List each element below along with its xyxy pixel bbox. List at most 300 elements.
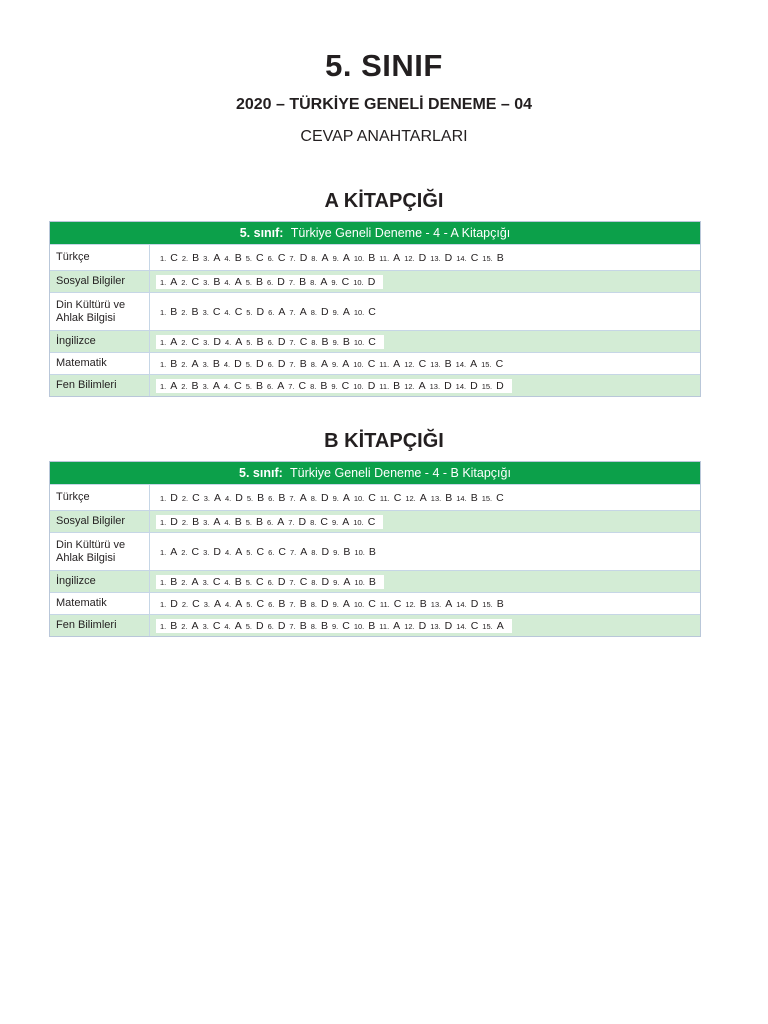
question-number: 7. [288, 381, 295, 391]
question-number: 8. [310, 277, 317, 287]
question-number: 3. [203, 547, 210, 557]
answer-item [203, 306, 221, 318]
question-number: 6. [266, 517, 274, 527]
question-number: 11. [379, 381, 390, 391]
answer-letter: C [393, 597, 402, 610]
answer-letter: A [170, 545, 178, 558]
answer-letter: A [235, 335, 243, 348]
answer-letter: B [368, 575, 376, 588]
answer-letter: D [277, 619, 286, 632]
answer-list [156, 335, 384, 349]
question-number: 2. [181, 517, 189, 527]
answer-item [181, 576, 198, 588]
answer-letter: A [343, 575, 351, 588]
table-header-title: Türkiye Geneli Deneme - 4 - B Kitapçığı [290, 466, 511, 480]
question-number: 1. [160, 577, 167, 587]
question-number: 1. [160, 621, 167, 631]
answer-letter: B [170, 305, 178, 318]
question-number: 3. [203, 253, 210, 263]
answer-letter: B [496, 597, 504, 610]
answer-letter: B [299, 597, 307, 610]
question-number: 9. [331, 359, 339, 369]
question-number: 7. [289, 493, 296, 503]
answer-letter: D [235, 491, 243, 504]
question-number: 12. [405, 493, 416, 503]
answer-item [354, 576, 375, 588]
question-number: 15. [481, 381, 493, 391]
table-row [50, 614, 700, 636]
answer-letter: B [393, 379, 401, 392]
answer-item [331, 276, 349, 288]
answer-letter: C [470, 251, 479, 264]
answer-letter: D [255, 619, 264, 632]
question-number: 3. [203, 337, 210, 347]
answer-item [311, 620, 328, 632]
answer-letter: C [418, 357, 427, 370]
answer-item [246, 336, 263, 348]
answer-letter: A [393, 251, 401, 264]
answer-item [353, 358, 375, 370]
question-number: 10. [354, 547, 365, 557]
answer-letter: A [234, 275, 242, 288]
answer-letter: C [170, 251, 178, 264]
answer-letter: C [368, 597, 376, 610]
answer-item [379, 380, 400, 392]
question-number: 3. [203, 599, 210, 609]
answer-letter: A [342, 597, 350, 610]
question-number: 5. [245, 517, 252, 527]
answer-letter: A [342, 357, 350, 370]
question-number: 3. [202, 359, 209, 369]
answer-item [332, 620, 350, 632]
answer-list [156, 491, 512, 505]
answer-item [225, 598, 242, 610]
answer-item [224, 276, 241, 288]
question-number: 3. [202, 381, 209, 391]
answer-letter: C [341, 275, 350, 288]
subject-label: Sosyal Bilgiler [50, 511, 150, 532]
answer-item [160, 492, 178, 504]
answer-item [225, 336, 242, 348]
answer-letter: C [256, 597, 265, 610]
answer-item [182, 492, 200, 504]
answer-letter: C [255, 575, 264, 588]
answer-item [160, 576, 177, 588]
answer-list [156, 575, 384, 589]
answer-item [268, 306, 285, 318]
answer-letter: A [235, 597, 243, 610]
answer-item [203, 546, 221, 558]
answer-letter: D [321, 575, 330, 588]
answer-item [268, 492, 285, 504]
answer-letter: A [277, 379, 285, 392]
question-number: 10. [353, 277, 364, 287]
answer-letter: A [191, 575, 199, 588]
answer-item [380, 598, 401, 610]
question-number: 1. [160, 307, 167, 317]
question-number: 8. [311, 547, 318, 557]
question-number: 4. [224, 621, 231, 631]
question-number: 11. [379, 599, 390, 609]
question-number: 2. [181, 381, 188, 391]
answer-letter: A [170, 379, 178, 392]
answer-letter: C [192, 491, 200, 504]
answer-item [353, 516, 375, 528]
question-number: 10. [353, 599, 365, 609]
answer-letter: A [191, 619, 199, 632]
page-subtitle: 2020 – TÜRKİYE GENELİ DENEME – 04 [235, 96, 533, 113]
question-number: 1. [160, 547, 167, 557]
answer-list [156, 545, 384, 559]
question-number: 8. [310, 381, 317, 391]
answer-letter: C [495, 357, 504, 370]
answer-letter: B [278, 597, 286, 610]
answer-letter: A [393, 619, 401, 632]
answer-item [160, 380, 177, 392]
question-number: 9. [332, 493, 339, 503]
question-number: 4. [223, 359, 231, 369]
answer-item [247, 492, 264, 504]
answer-letter: B [445, 491, 453, 504]
answer-item [246, 358, 264, 370]
subject-label: Matematik [50, 593, 150, 614]
answer-item [288, 380, 306, 392]
answer-letter: D [444, 619, 453, 632]
question-number: 4. [225, 337, 232, 347]
answer-item [310, 516, 328, 528]
question-number: 4. [224, 253, 231, 263]
answer-item [268, 336, 286, 348]
question-number: 3. [203, 493, 210, 503]
answer-letter: D [299, 251, 308, 264]
answer-item [431, 492, 452, 504]
answer-letter: C [234, 305, 243, 318]
question-number: 4. [225, 599, 232, 609]
answer-item [331, 380, 349, 392]
question-number: 1. [160, 493, 167, 503]
subject-label: Din Kültürü ve Ahlak Bilgisi [50, 533, 150, 570]
answer-letter: C [367, 515, 376, 528]
question-number: 12. [404, 621, 415, 631]
question-number: 10. [353, 307, 365, 317]
answer-item [224, 358, 242, 370]
answer-item [246, 598, 264, 610]
answer-table-a [49, 221, 701, 397]
question-number: 12. [405, 599, 416, 609]
answer-letter: C [191, 545, 200, 558]
answer-item [353, 380, 375, 392]
answer-item [456, 380, 478, 392]
answer-letter: B [213, 275, 221, 288]
answer-item [379, 620, 400, 632]
answer-item [246, 546, 264, 558]
answer-item [289, 492, 306, 504]
answer-item [160, 358, 177, 370]
question-number: 10. [354, 577, 365, 587]
answer-item [289, 336, 307, 348]
answer-letter: C [470, 619, 479, 632]
question-number: 5. [246, 337, 253, 347]
answer-letter: C [368, 491, 376, 504]
answer-letter: D [170, 491, 178, 504]
booklet-heading-b: B KİTAPÇIĞI [324, 430, 444, 452]
question-number: 10. [353, 621, 365, 631]
answer-letter: D [320, 491, 329, 504]
question-number: 9. [332, 307, 339, 317]
question-number: 6. [268, 599, 275, 609]
answer-item [482, 380, 504, 392]
answer-item [204, 492, 221, 504]
answer-item [311, 576, 329, 588]
answer-letter: A [342, 491, 350, 504]
table-row [50, 244, 700, 270]
answer-item [354, 492, 376, 504]
answer-item [332, 516, 349, 528]
question-number: 14. [456, 253, 467, 263]
answer-item [181, 336, 199, 348]
question-number: 9. [331, 517, 339, 527]
answer-cell [150, 593, 700, 614]
answer-item [181, 380, 198, 392]
answer-item [405, 492, 426, 504]
answer-cell [150, 485, 700, 510]
answer-letter: A [213, 491, 221, 504]
answer-letter: D [444, 379, 452, 392]
answer-item [224, 620, 241, 632]
answer-item [430, 380, 452, 392]
answer-item [380, 492, 401, 504]
answer-letter: B [192, 251, 200, 264]
answer-item [203, 380, 220, 392]
booklet-heading-a: A KİTAPÇIĞI [324, 190, 444, 212]
answer-item [288, 516, 306, 528]
answer-letter: B [368, 545, 376, 558]
question-number: 2. [181, 337, 188, 347]
answer-list [156, 251, 512, 265]
answer-item [333, 306, 350, 318]
question-number: 9. [332, 253, 339, 263]
answer-item [311, 358, 328, 370]
answer-item [181, 546, 199, 558]
answer-cell [150, 331, 700, 352]
question-number: 5. [246, 493, 254, 503]
answer-list [156, 357, 511, 371]
answer-item [182, 598, 200, 610]
subject-label: Türkçe [50, 245, 150, 270]
answer-cell [150, 293, 700, 330]
answer-list [156, 619, 512, 633]
answer-item [160, 546, 177, 558]
question-number: 8. [310, 621, 317, 631]
question-number: 10. [353, 381, 364, 391]
answer-letter: D [320, 305, 329, 318]
answer-item [333, 576, 350, 588]
answer-letter: B [299, 357, 307, 370]
answer-item [203, 358, 220, 370]
question-number: 9. [331, 381, 338, 391]
question-number: 14. [456, 621, 467, 631]
answer-letter: A [445, 597, 453, 610]
answer-letter: B [255, 515, 263, 528]
question-number: 5. [245, 577, 252, 587]
question-number: 3. [203, 277, 210, 287]
answer-letter: A [213, 515, 221, 528]
answer-letter: A [300, 545, 308, 558]
answer-list [156, 515, 383, 529]
answer-letter: B [496, 251, 504, 264]
answer-letter: D [470, 597, 479, 610]
question-number: 2. [181, 359, 188, 369]
answer-letter: A [342, 515, 350, 528]
answer-item [224, 576, 241, 588]
question-number: 4. [224, 517, 231, 527]
answer-item [289, 276, 306, 288]
answer-item [203, 336, 221, 348]
answer-letter: D [367, 379, 376, 392]
answer-item [431, 598, 452, 610]
table-row [50, 330, 700, 352]
answer-item [224, 252, 241, 264]
answer-letter: C [192, 597, 200, 610]
answer-letter: A [213, 251, 221, 264]
question-number: 12. [404, 381, 415, 391]
answer-item [160, 276, 177, 288]
answer-cell [150, 615, 700, 636]
subject-label: İngilizce [50, 331, 150, 352]
question-number: 13. [430, 359, 441, 369]
question-number: 15. [482, 599, 493, 609]
answer-table-b [49, 461, 701, 637]
answer-item [160, 516, 178, 528]
answer-cell [150, 353, 700, 374]
question-number: 1. [160, 337, 167, 347]
answer-letter: A [470, 357, 478, 370]
answer-letter: D [256, 305, 265, 318]
question-number: 4. [224, 577, 231, 587]
question-number: 6. [267, 621, 274, 631]
question-number: 6. [267, 253, 274, 263]
answer-letter: D [320, 597, 329, 610]
answer-letter: B [278, 491, 286, 504]
answer-letter: C [368, 305, 376, 318]
answer-item [482, 252, 503, 264]
answer-letter: A [212, 379, 220, 392]
answer-letter: A [418, 379, 426, 392]
answer-item [225, 492, 243, 504]
page-title: 5. SINIF [325, 48, 443, 83]
answer-item [181, 358, 198, 370]
answer-item [310, 380, 327, 392]
answer-item [268, 576, 286, 588]
answer-letter: B [320, 379, 328, 392]
question-number: 11. [379, 621, 390, 631]
answer-letter: C [212, 305, 221, 318]
answer-item [224, 306, 242, 318]
answer-item [354, 546, 375, 558]
question-number: 2. [181, 599, 189, 609]
answer-item [354, 252, 375, 264]
answer-item [354, 598, 376, 610]
answer-item [268, 252, 286, 264]
answer-item [311, 492, 329, 504]
document-caption: CEVAP ANAHTARLARI [300, 128, 468, 145]
answer-item [311, 546, 329, 558]
answer-item [482, 492, 504, 504]
answer-item [354, 306, 376, 318]
answer-item [404, 380, 425, 392]
answer-item [405, 598, 426, 610]
answer-letter: C [320, 515, 328, 528]
question-number: 9. [332, 337, 339, 347]
answer-letter: B [192, 515, 200, 528]
answer-item [204, 598, 221, 610]
answer-item [332, 358, 349, 370]
answer-item [224, 516, 241, 528]
question-number: 2. [181, 547, 188, 557]
answer-item [160, 252, 178, 264]
answer-item [203, 276, 220, 288]
answer-letter: D [496, 379, 504, 392]
answer-letter: D [170, 597, 178, 610]
question-number: 8. [310, 307, 317, 317]
question-number: 6. [266, 381, 274, 391]
question-number: 5. [245, 621, 252, 631]
table-row [50, 292, 700, 330]
question-number: 7. [288, 277, 296, 287]
question-number: 8. [310, 599, 317, 609]
question-number: 1. [160, 277, 167, 287]
question-number: 8. [310, 359, 317, 369]
question-number: 2. [181, 253, 189, 263]
answer-item [333, 336, 350, 348]
answer-item [353, 276, 375, 288]
answer-item [181, 620, 198, 632]
question-number: 3. [202, 621, 209, 631]
table-header [50, 222, 700, 244]
question-number: 5. [245, 381, 252, 391]
answer-letter: A [170, 275, 178, 288]
table-row [50, 592, 700, 614]
answer-letter: C [278, 545, 286, 558]
answer-item [246, 516, 263, 528]
answer-letter: B [255, 275, 263, 288]
answer-letter: D [277, 357, 286, 370]
question-number: 5. [245, 253, 252, 263]
question-number: 6. [268, 547, 275, 557]
answer-letter: D [470, 379, 478, 392]
answer-letter: B [191, 305, 199, 318]
question-number: 4. [224, 307, 231, 317]
answer-item [289, 252, 307, 264]
answer-item [430, 252, 452, 264]
answer-item [310, 276, 327, 288]
question-number: 7. [289, 599, 296, 609]
table-row [50, 484, 700, 510]
answer-letter: A [191, 357, 199, 370]
question-number: 11. [379, 253, 390, 263]
answer-item [203, 620, 221, 632]
answer-letter: B [342, 335, 350, 348]
question-number: 3. [202, 577, 209, 587]
answer-letter: C [255, 251, 264, 264]
question-number: 5. [246, 307, 253, 317]
answer-item [404, 252, 426, 264]
answer-letter: B [299, 275, 307, 288]
answer-item [246, 380, 263, 392]
table-row [50, 374, 700, 396]
answer-letter: C [277, 251, 286, 264]
answer-item [224, 380, 242, 392]
